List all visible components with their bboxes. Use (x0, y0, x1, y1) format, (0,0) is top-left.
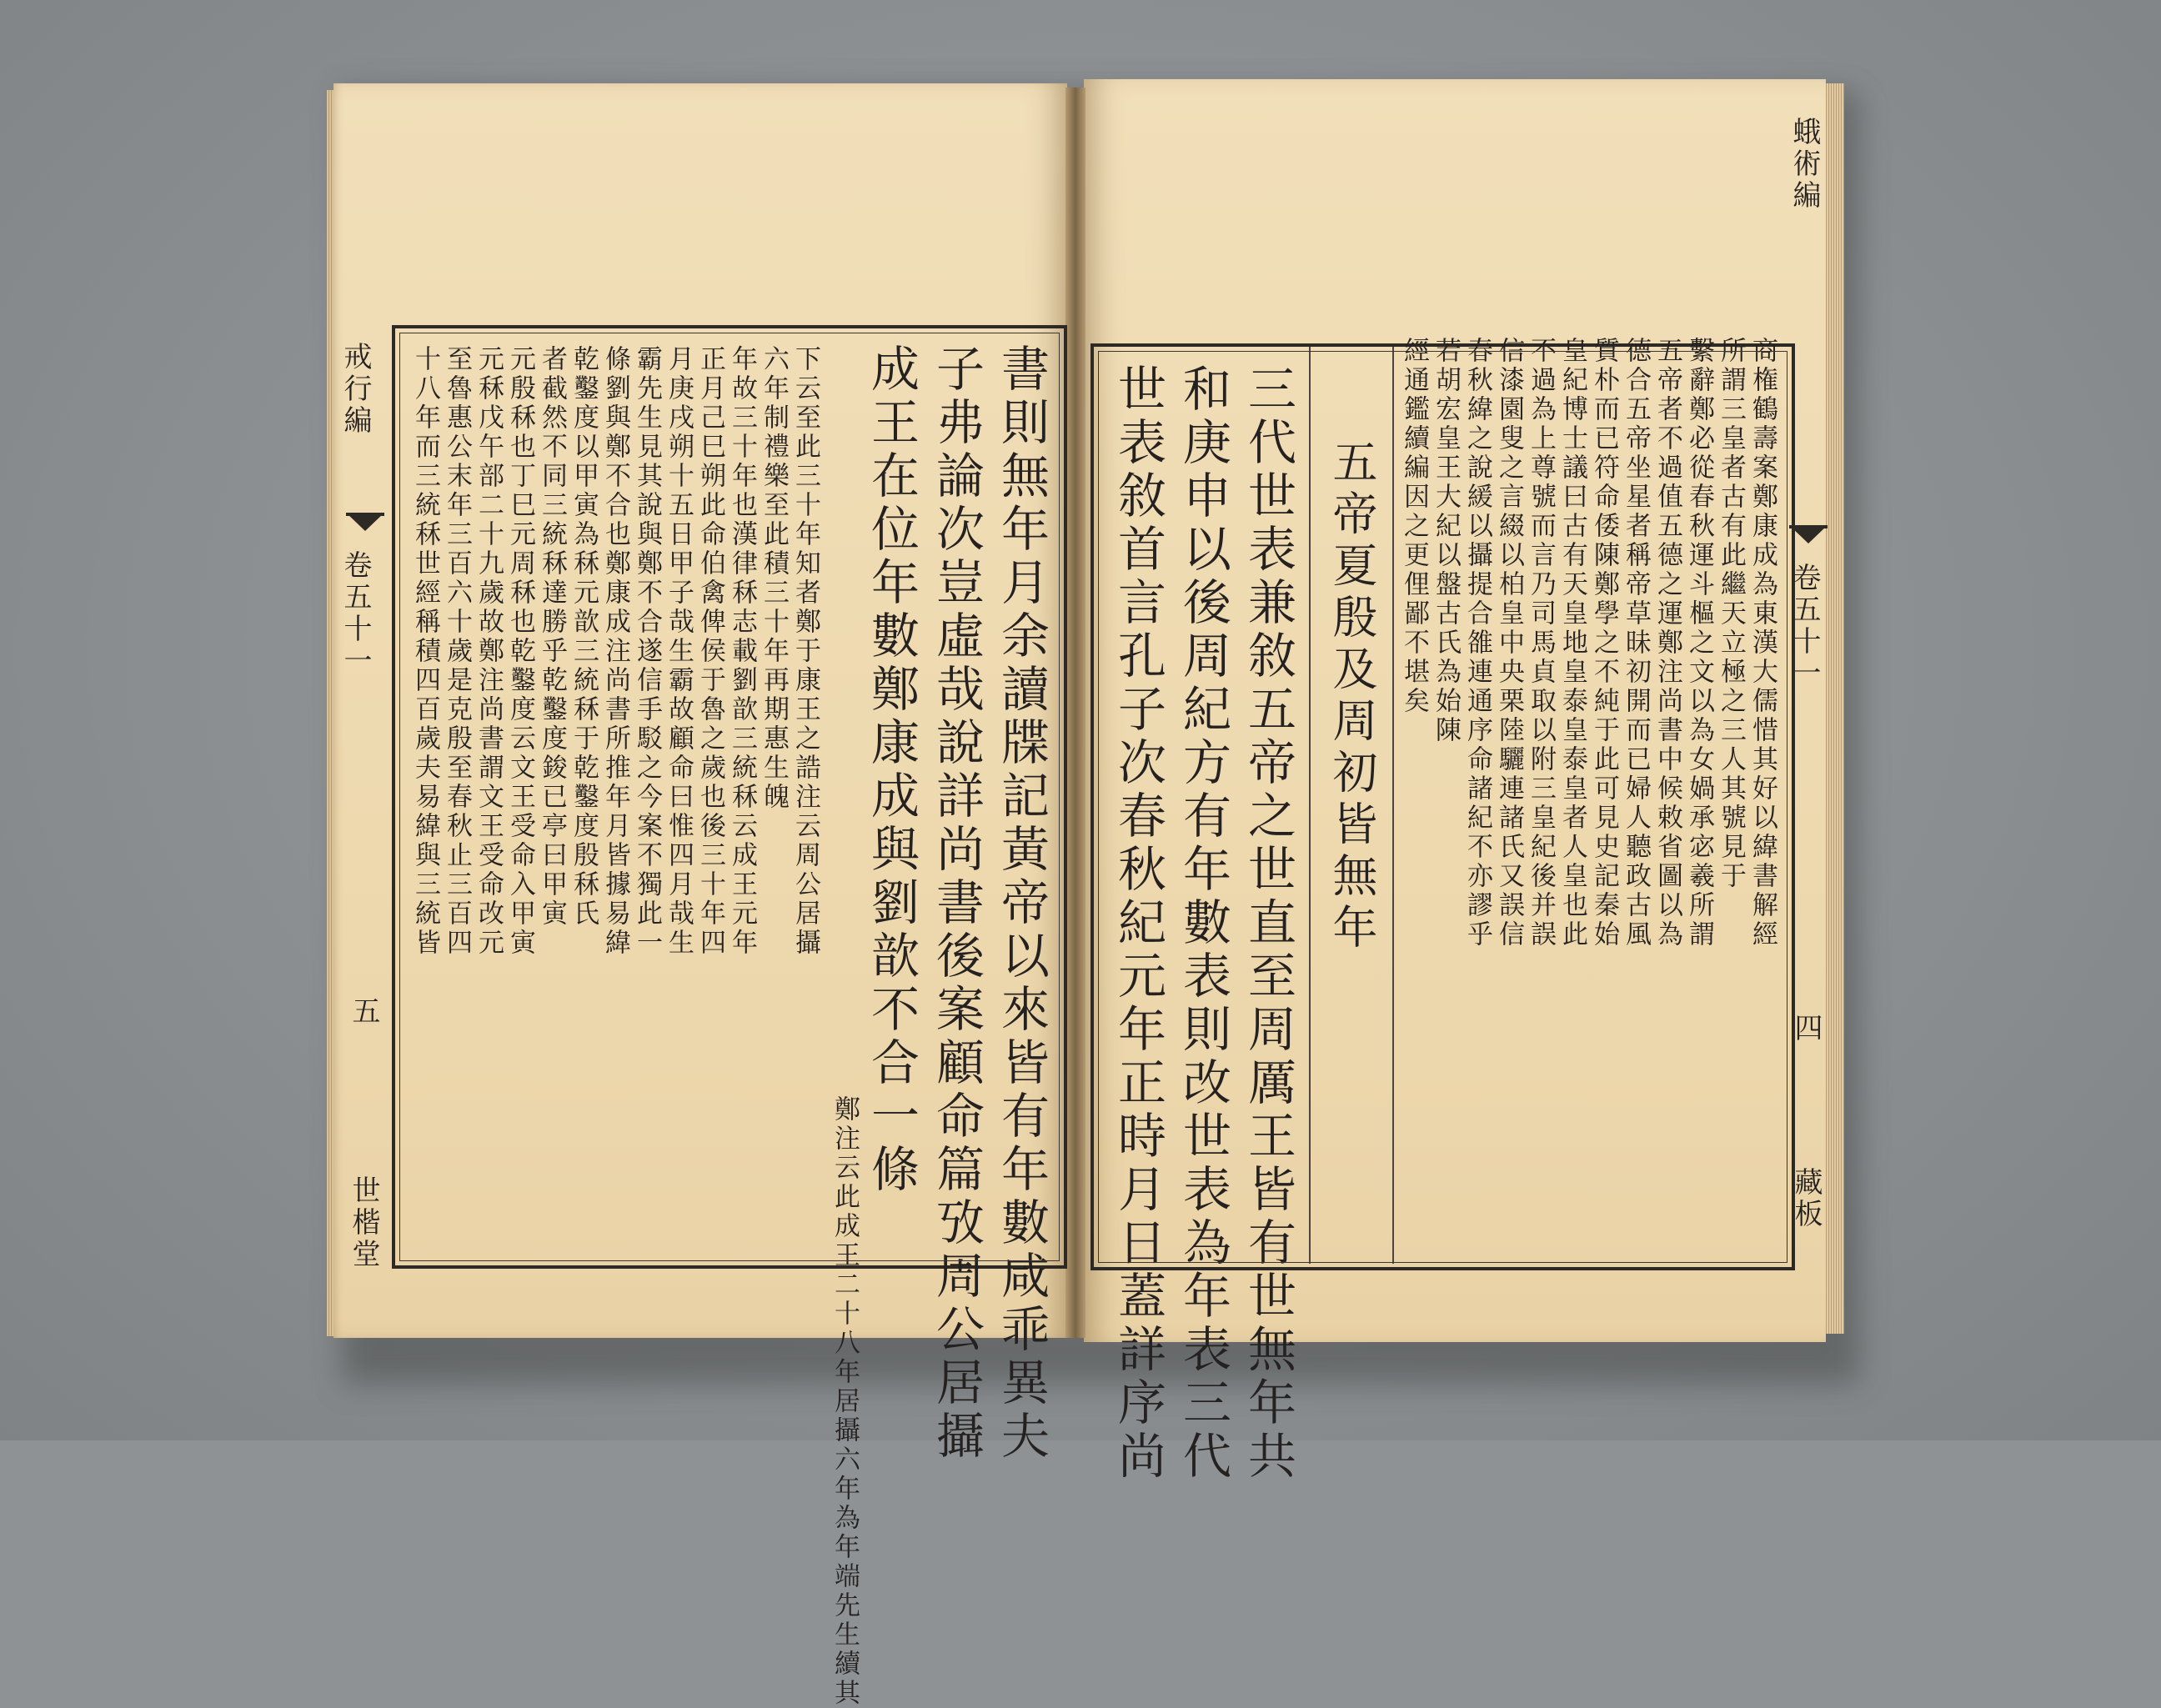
left-note-column-12: 元秝戊午部二十九歲故鄭注尚書謂文王受命改元 (474, 345, 504, 958)
right-note-column-3: 繫辭鄭必從春秋運斗樞之文以為女媧承宓羲所謂 (1684, 337, 1714, 949)
left-note-column-14: 十八年而三統秝世經稱積四百歲夫易緯與三統皆 (410, 345, 440, 958)
right-note-column-1: 商権鶴壽案鄭康成為東漢大儒惜其好以緯書解經 (1747, 337, 1777, 949)
left-centerfold-title: 戒行編 (338, 342, 372, 437)
right-note-column-4: 五帝者不過值五德之運鄭注尚書中候敕省圖以為 (1652, 337, 1682, 949)
left-main-column-2: 子弗論次豈虛哉說詳尚書後案顧命篇攷周公居攝 (928, 343, 985, 1464)
right-note-column-7: 皇紀博士議曰古有天皇地皇泰皇泰皇者人皇也此 (1557, 337, 1587, 949)
left-note-column-11: 元殷秝也丁巳元周秝也乾鑿度云文王受命入甲寅 (505, 345, 535, 958)
left-fishtail-mark (346, 513, 384, 539)
left-note-column-9: 乾鑿度以甲寅為秝元歆三統秝于乾鑿度殷秝氏 (569, 345, 599, 929)
right-note-column-12: 經通鑑續編因之更俚鄙不堪矣 (1399, 337, 1429, 716)
left-centerfold-chapter: 卷五十一 (338, 550, 372, 677)
right-centerfold-page: 四 (1789, 1013, 1823, 1044)
right-note-column-6: 質朴而已符命倭陳鄭學之不純于此可見史記秦始 (1589, 337, 1619, 949)
left-note-column-3: 六年制禮樂至此積三十年再期惠生魄 (759, 345, 789, 812)
left-main-column-3: 成王在位年數鄭康成與劉歆不合一條 (863, 343, 920, 1197)
left-text-frame (392, 325, 1067, 1708)
left-note-column-4: 年故三十年也漢律秝志載劉歆三統秝云成王元年 (727, 345, 757, 958)
right-centerfold-chapter: 卷五十一 (1787, 563, 1821, 689)
right-note-column-9: 信漆園叟之言綴以柏皇中央栗陸驪連諸氏又誤信 (1494, 337, 1524, 949)
right-centerfold-publisher: 藏板 (1789, 1167, 1823, 1230)
left-centerfold-page: 五 (347, 996, 380, 1028)
right-main-column-2: 和庚申以後周紀方有年數表則改世表為年表三代 (1175, 363, 1231, 1484)
right-centerfold-title: 蛾術編 (1787, 117, 1821, 212)
left-note-column-10: 者截然不同三統秝達勝乎乾鑿度鋑已亭曰甲寅 (537, 345, 567, 929)
right-note-column-11: 若胡宏皇王大紀以盤古氏為始陳 (1431, 337, 1461, 745)
left-note-column-8: 條劉與鄭不合也鄭康成注尚書所推年月皆據易緯 (600, 345, 630, 958)
left-note-column-6: 月庚戌朔十五日甲子哉生霸故顧命曰惟四月哉生 (664, 345, 694, 958)
left-note-column-2: 下云至此三十年知者鄭于康王之誥注云周公居攝 (790, 345, 820, 958)
left-note-column-1: 鄭注云此成王二十八年居攝六年為年端先生續其 (830, 1095, 860, 1708)
book-gutter (1065, 88, 1086, 1338)
right-note-column-10: 春秋緯之說緩以攝提合雒連通序命諸紀不亦謬乎 (1462, 337, 1492, 949)
right-note-column-5: 德合五帝坐星者稱帝草昧初開而已婦人聽政古風 (1621, 337, 1651, 949)
left-note-column-13: 至魯惠公末年三百六十歲是克殷至春秋止三百四 (442, 345, 472, 958)
section-heading: 五帝夏殷及周初皆無年 (1326, 438, 1378, 955)
right-note-column-2: 所謂三皇者古有此繼天立極之三人其號見于 (1716, 337, 1746, 891)
left-note-column-5: 正月己巳朔此命伯禽俾侯于魯之歲也後三十年四 (695, 345, 725, 958)
right-text-frame (1091, 337, 1795, 1484)
left-main-column-1: 書則無年月余讀牒記黃帝以來皆有年數咸乖異夫 (993, 343, 1050, 1464)
left-note-column-7: 霸先生見其說與鄭不合遂信手駁之今案不獨此一 (632, 345, 662, 958)
right-main-column-1: 三代世表兼敘五帝之世直至周厲王皆有世無年共 (1240, 363, 1296, 1484)
left-centerfold-publisher: 世楷堂 (347, 1175, 380, 1270)
right-column-divider (1392, 347, 1394, 1264)
right-main-column-3: 世表敘首言孔子次春秋紀元年正時月日蓋詳序尚 (1110, 363, 1166, 1484)
right-page-edges (1824, 83, 1844, 1334)
heading-divider (1309, 347, 1311, 1264)
right-note-column-8: 不過為上尊號而言乃司馬貞取以附三皇紀後并誤 (1526, 337, 1556, 949)
